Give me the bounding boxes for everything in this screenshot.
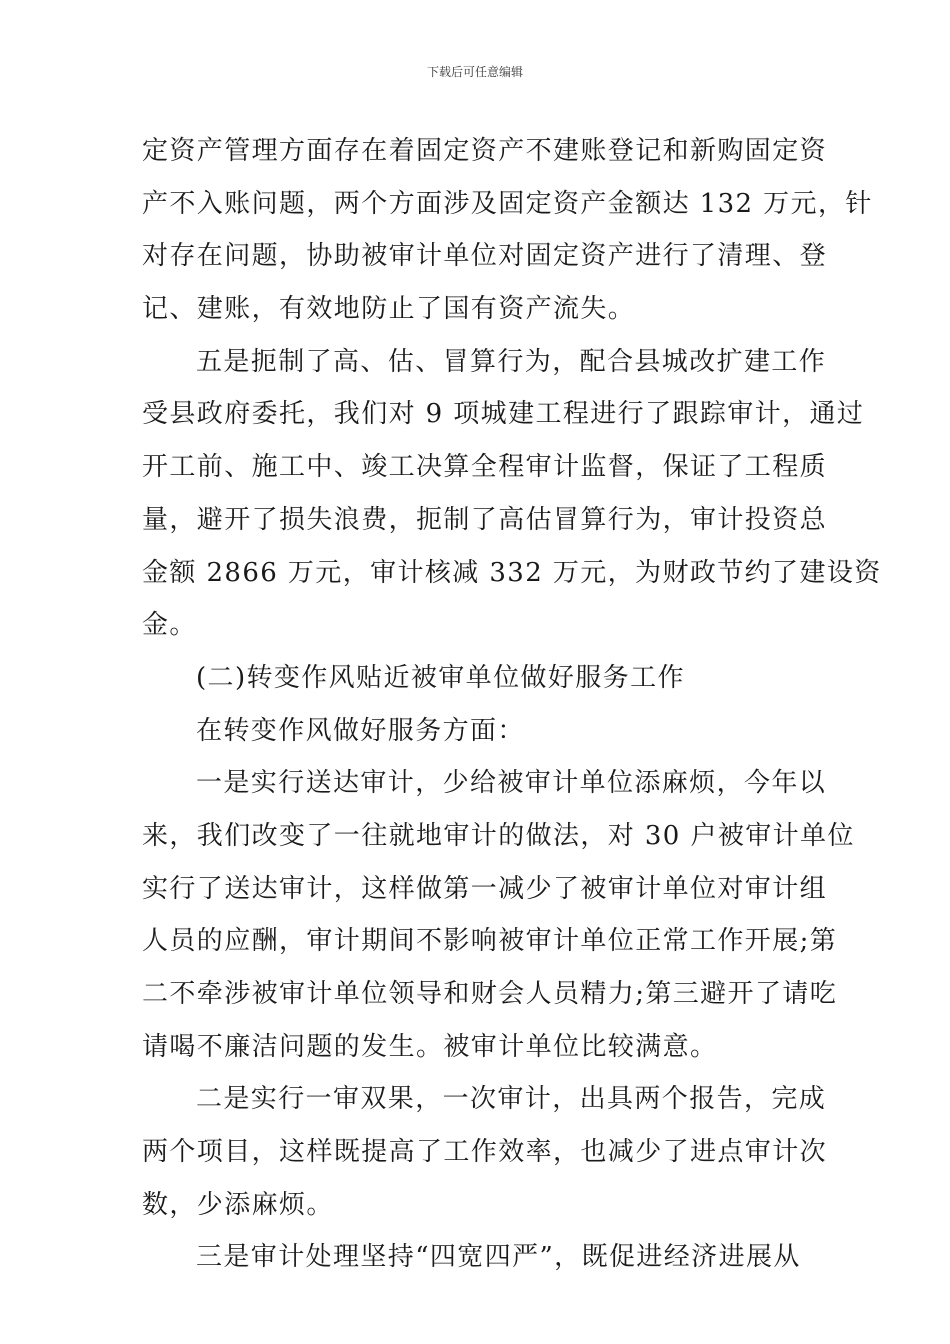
text-line: 人员的应酬，审计期间不影响被审计单位正常工作开展;第: [142, 926, 838, 957]
text-line: 在转变作风做好服务方面：: [196, 715, 525, 746]
text-line: 开工前、施工中、竣工决算全程审计监督，保证了工程质: [142, 452, 828, 483]
text-line: 五是扼制了高、估、冒算行为，配合县城改扩建工作: [196, 346, 827, 377]
page-header: 下载后可任意编辑: [426, 65, 523, 79]
text-line: 来，我们改变了一往就地审计的做法，对 30 户被审计单位: [142, 820, 855, 851]
text-line: 数，少添麻烦。: [142, 1189, 334, 1220]
text-line: 产不入账问题，两个方面涉及固定资产金额达 132 万元，针: [142, 188, 873, 219]
text-line: 金额 2866 万元，审计核减 332 万元，为财政节约了建设资: [142, 557, 882, 588]
text-line: 实行了送达审计，这样做第一减少了被审计单位对审计组: [142, 873, 828, 904]
text-line: 对存在问题，协助被审计单位对固定资产进行了清理、登: [142, 241, 828, 272]
text-line: 一是实行送达审计，少给被审计单位添麻烦，今年以: [196, 768, 827, 799]
text-line: 定资产管理方面存在着固定资产不建账登记和新购固定资: [142, 136, 828, 166]
text-line: 二是实行一审双果，一次审计，出具两个报告，完成: [196, 1084, 827, 1115]
text-line: 三是审计处理坚持“四宽四严”，既促进经济进展从: [196, 1242, 801, 1273]
text-line: 记、建账，有效地防止了国有资产流失。: [142, 294, 636, 325]
text-line: 受县政府委托，我们对 9 项城建工程进行了跟踪审计，通过: [142, 399, 865, 430]
document-body: [142, 125, 882, 1284]
text-line: 金。: [142, 610, 197, 641]
text-line: 量，避开了损失浪费，扼制了高估冒算行为，审计投资总: [142, 504, 828, 535]
text-line: 二不牵涉被审计单位领导和财会人员精力;第三避开了请吃: [142, 979, 838, 1009]
text-line: (二)转变作风贴近被审单位做好服务工作: [196, 662, 685, 693]
text-line: 请喝不廉洁问题的发生。被审计单位比较满意。: [142, 1031, 718, 1062]
text-line: 两个项目，这样既提高了工作效率，也减少了进点审计次: [142, 1137, 828, 1168]
